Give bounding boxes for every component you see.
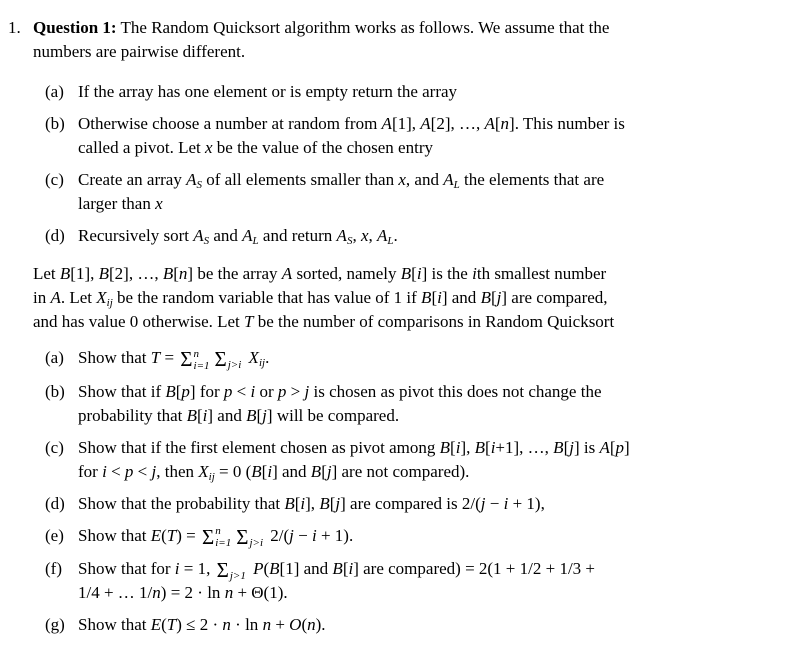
list-item-label: (a) [45, 348, 64, 367]
list-item-text: Create an array $A_S$ of all elements smaller than x, and $A_L$ the elements that are larger than x [78, 170, 605, 213]
list-item-text: Show that T = Σ n i=1 Σ $_{j>i}$ $X_{ij}$. [78, 347, 270, 372]
list-item-text: Recursively sort $A_S$ and $A_L$ and return $A_S$, x, $A_L$. [78, 226, 398, 247]
list-item-text: Show that the probability that B[i], B[j] are compared is 2/(j − i + 1), [78, 493, 545, 513]
summation-symbol: Σ n i=1 [180, 347, 210, 372]
list-item [45, 557, 788, 605]
list-item [45, 112, 788, 160]
list-item-text: Show that if B[p] for p < i or p > j is chosen as pivot this does not change the probability that B[i] and B[j] will be compared. [78, 381, 602, 425]
question-1 [8, 16, 788, 651]
question-intro-text: The Random Quicksort algorithm works as follows. We assume that the numbers are pairwise different. [33, 18, 610, 61]
list-item-text: Show that if the first element chosen as pivot among B[i], B[i+1], …, B[j] is A[p] for i < p < j, then $X_{ij} = 0$ (B[i] and B[j] are not compared). [78, 437, 630, 483]
list-item-text: If the array has one element or is empty return the array [78, 82, 458, 101]
list-item [45, 492, 788, 516]
list-item [45, 380, 788, 428]
question-heading [33, 16, 788, 64]
list-item-label: (g) [45, 615, 65, 634]
subquestions-list [33, 346, 788, 637]
list-item-label: (e) [45, 525, 64, 545]
list-item-label: (c) [45, 437, 64, 457]
list-item [45, 436, 788, 484]
list-item [45, 80, 788, 104]
list-item-label: (d) [45, 226, 65, 245]
question-number: 1. [8, 18, 21, 37]
list-item-text: Otherwise choose a number at random from A[1], A[2], …, A[n]. This number is called a pivot. Let x be the value of the chosen entry [78, 114, 625, 157]
list-item-label: (f) [45, 559, 62, 578]
question-title: Question 1: [33, 18, 117, 37]
summation-symbol: Σ $_{j>i}$ [236, 524, 264, 549]
list-item [45, 168, 788, 216]
list-item-text: Show that E(T) = Σ n i=1 Σ $_{j>i}$ 2/(j − i + 1). [78, 524, 354, 549]
list-item [45, 346, 788, 372]
list-item-label: (b) [45, 114, 65, 133]
summation-symbol: Σ n i=1 [202, 524, 232, 549]
list-item-text: Show that E(T) ≤ 2 · n · ln n + O(n). [78, 615, 326, 634]
list-item [45, 613, 788, 637]
summation-symbol: Σ $_{j>i}$ [214, 347, 242, 371]
list-item [45, 224, 788, 248]
question-body [33, 16, 788, 651]
algorithm-steps-list [33, 80, 788, 248]
summation-symbol: Σ $_{j>1}$ [216, 558, 246, 582]
middle-paragraph: Let B[1], B[2], …, B[n] be the array A sorted, namely B[i] is the ith smallest number in A. Let $X_{ij}$ be the random variable that has value of 1 if B[i] and B[j] are compared, and has value 0 otherwise. Let T be the number of comparisons in Random Quicksort [33, 264, 615, 331]
list-item-text: Show that for i = 1, Σ $_{j>1}$ P(B[1] and B[i] are compared) = 2(1 + 1/2 + 1/3 + 1/4 + … 1/n) = 2 · ln n + Θ(1). [78, 558, 596, 602]
list-item-label: (d) [45, 493, 65, 513]
list-item [45, 524, 788, 550]
list-item-label: (c) [45, 170, 64, 189]
list-item-label: (a) [45, 82, 64, 101]
list-item-label: (b) [45, 381, 65, 401]
